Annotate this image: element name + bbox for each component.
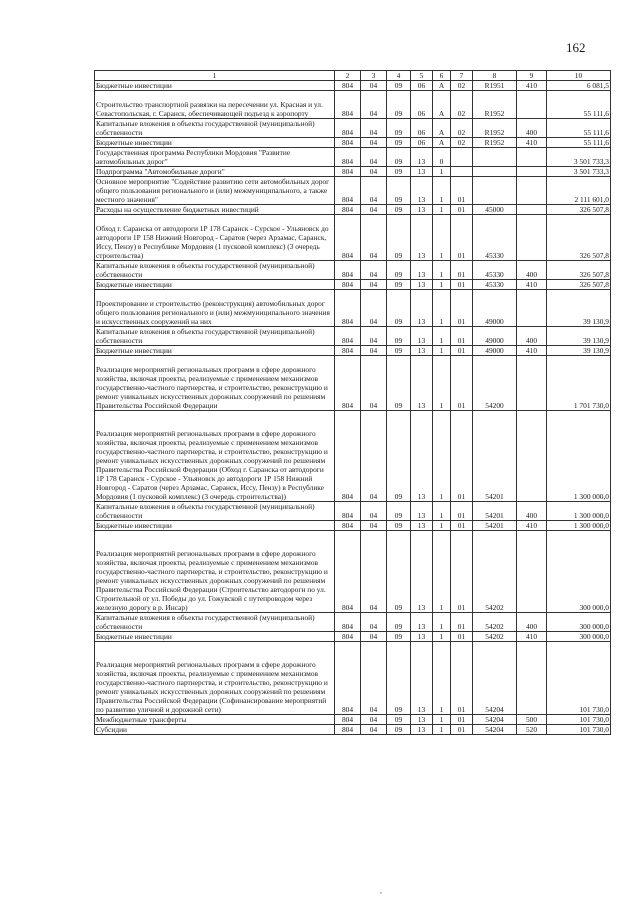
row-subprogram-code: 1 (433, 521, 451, 531)
row-amount: 55 111,6 (547, 91, 611, 119)
row-description: Строительство транспортной развязки на пересечении ул. Красная и ул. Севастопольская, г. Саранск, обеспечивающей подъезд к аэропорту (95, 91, 335, 119)
row-subprogram-code: 0 (433, 148, 451, 167)
row-direction-code (473, 167, 517, 177)
row-section-code: 04 (361, 642, 387, 715)
row-subprogram-code: 1 (433, 725, 451, 735)
row-expense-type (517, 177, 547, 205)
column-header-8: 8 (473, 71, 517, 81)
row-expense-type (517, 411, 547, 502)
row-amount: 326 507,8 (547, 261, 611, 280)
column-header-6: 6 (433, 71, 451, 81)
row-expense-type (517, 531, 547, 613)
row-amount: 101 730,0 (547, 715, 611, 725)
row-subsection-code: 09 (387, 327, 411, 346)
row-program-code: 13 (411, 632, 433, 642)
row-event-code (451, 148, 473, 167)
row-description: Капитальные вложения в объекты государственной (муниципальной) собственности (95, 119, 335, 138)
row-ministry-code: 804 (335, 725, 361, 735)
row-ministry-code: 804 (335, 119, 361, 138)
row-ministry-code: 804 (335, 632, 361, 642)
row-subprogram-code: А (433, 119, 451, 138)
row-amount: 1 300 000,0 (547, 502, 611, 521)
row-subprogram-code: 1 (433, 531, 451, 613)
row-subsection-code: 09 (387, 521, 411, 531)
row-amount: 326 507,8 (547, 280, 611, 290)
row-ministry-code: 804 (335, 91, 361, 119)
row-event-code: 01 (451, 715, 473, 725)
header-row (95, 71, 611, 81)
row-expense-type: 400 (517, 613, 547, 632)
row-program-code: 13 (411, 290, 433, 327)
row-subsection-code: 09 (387, 167, 411, 177)
row-subprogram-code: 1 (433, 642, 451, 715)
row-program-code: 13 (411, 148, 433, 167)
table-row (95, 411, 611, 502)
table-header (95, 71, 611, 81)
row-subsection-code: 09 (387, 502, 411, 521)
row-ministry-code: 804 (335, 715, 361, 725)
row-event-code: 01 (451, 531, 473, 613)
row-section-code: 04 (361, 613, 387, 632)
row-program-code: 13 (411, 613, 433, 632)
row-ministry-code: 804 (335, 81, 361, 91)
row-subsection-code: 09 (387, 346, 411, 356)
row-subsection-code: 09 (387, 632, 411, 642)
row-direction-code: 45330 (473, 261, 517, 280)
row-direction-code: R1951 (473, 81, 517, 91)
row-description: Капитальные вложения в объекты государственной (муниципальной) собственности (95, 261, 335, 280)
row-direction-code: 54202 (473, 531, 517, 613)
scan-speck: , (380, 886, 382, 895)
row-section-code: 04 (361, 177, 387, 205)
table-body (95, 81, 611, 735)
row-ministry-code: 804 (335, 356, 361, 411)
row-event-code: 01 (451, 205, 473, 215)
row-section-code: 04 (361, 632, 387, 642)
row-subprogram-code: 1 (433, 715, 451, 725)
row-amount: 3 501 733,3 (547, 167, 611, 177)
table-row (95, 725, 611, 735)
row-subprogram-code: 1 (433, 261, 451, 280)
row-subprogram-code: 1 (433, 215, 451, 261)
row-event-code: 02 (451, 119, 473, 138)
row-direction-code (473, 177, 517, 205)
row-direction-code: R1952 (473, 138, 517, 148)
row-amount: 300 000,0 (547, 632, 611, 642)
row-expense-type (517, 148, 547, 167)
row-description: Обход г. Саранска от автодороги 1Р 178 Саранск - Сурское - Ульяновск до автодороги 1Р 158 Нижний Новгород - Саратов (через Арзамас, Саранск, Исcу, Пензу) в Республике Мордовия (1 пусковой комплекс) (3 очередь строительства) (95, 215, 335, 261)
row-subprogram-code: А (433, 81, 451, 91)
row-program-code: 13 (411, 280, 433, 290)
row-amount: 1 300 000,0 (547, 521, 611, 531)
column-header-10: 10 (547, 71, 611, 81)
row-expense-type: 400 (517, 261, 547, 280)
row-description: Бюджетные инвестиции (95, 346, 335, 356)
row-section-code: 04 (361, 502, 387, 521)
row-subprogram-code: 1 (433, 613, 451, 632)
row-subprogram-code: А (433, 138, 451, 148)
row-expense-type (517, 290, 547, 327)
row-description: Капитальные вложения в объекты государственной (муниципальной) собственности (95, 502, 335, 521)
row-description: Реализация мероприятий региональных программ в сфере дорожного хозяйства, включая проекты, реализуемые с применением механизмов государственно-частного партнерства, и строительство, реконструкцию и ремонт уникальных искусственных дорожных сооружений по решениям Правительства Российской Федерации (Строительство автодороги по ул. Строительной от ул. Победы до ул. Гожувской с путепроводом через железную дорогу в р. Инсар) (95, 531, 335, 613)
table-row (95, 81, 611, 91)
row-ministry-code: 804 (335, 177, 361, 205)
row-event-code (451, 167, 473, 177)
table-row (95, 715, 611, 725)
row-program-code: 13 (411, 346, 433, 356)
table-row (95, 290, 611, 327)
row-subsection-code: 09 (387, 119, 411, 138)
row-expense-type (517, 205, 547, 215)
row-program-code: 13 (411, 215, 433, 261)
row-program-code: 13 (411, 642, 433, 715)
row-amount: 1 701 730,0 (547, 356, 611, 411)
row-program-code: 13 (411, 356, 433, 411)
row-amount: 2 111 601,0 (547, 177, 611, 205)
row-subprogram-code: 1 (433, 502, 451, 521)
row-subsection-code: 09 (387, 356, 411, 411)
row-amount: 300 000,0 (547, 613, 611, 632)
table-row (95, 502, 611, 521)
row-event-code: 01 (451, 261, 473, 280)
table-row (95, 177, 611, 205)
row-direction-code: 54202 (473, 632, 517, 642)
row-program-code: 13 (411, 502, 433, 521)
row-subsection-code: 09 (387, 725, 411, 735)
row-section-code: 04 (361, 261, 387, 280)
row-subprogram-code: 1 (433, 346, 451, 356)
row-expense-type: 410 (517, 521, 547, 531)
row-program-code: 13 (411, 715, 433, 725)
row-subsection-code: 09 (387, 642, 411, 715)
row-program-code: 13 (411, 327, 433, 346)
row-amount: 6 081,5 (547, 81, 611, 91)
row-description: Бюджетные инвестиции (95, 280, 335, 290)
row-ministry-code: 804 (335, 148, 361, 167)
table-row (95, 119, 611, 138)
table-row (95, 91, 611, 119)
row-expense-type (517, 215, 547, 261)
row-subprogram-code: 1 (433, 411, 451, 502)
row-amount: 39 130,9 (547, 327, 611, 346)
row-section-code: 04 (361, 91, 387, 119)
row-section-code: 04 (361, 119, 387, 138)
row-subprogram-code: 1 (433, 205, 451, 215)
table-row (95, 261, 611, 280)
row-section-code: 04 (361, 531, 387, 613)
row-ministry-code: 804 (335, 502, 361, 521)
row-description: Расходы на осуществление бюджетных инвестиций (95, 205, 335, 215)
row-subprogram-code: 1 (433, 177, 451, 205)
row-description: Межбюджетные трансферты (95, 715, 335, 725)
table-row (95, 642, 611, 715)
row-direction-code: R1952 (473, 119, 517, 138)
row-event-code: 01 (451, 613, 473, 632)
row-expense-type: 410 (517, 632, 547, 642)
row-description: Реализация мероприятий региональных программ в сфере дорожного хозяйства, включая проекты, реализуемые с применением механизмов государственно-частного партнерства, и строительство, реконструкцию и ремонт уникальных искусственных дорожных сооружений по решениям Правительства Российской Федерации (Обход г. Саранска от автодороги 1Р 178 Саранск - Сурское - Ульяновск до автодороги 1Р 158 Нижний Новгород - Саратов (через Арзамас, Саранск, Исcу, Пензу) в Республике Мордовия (1 пусковой комплекс) (3 очередь строительства)) (95, 411, 335, 502)
row-event-code: 01 (451, 725, 473, 735)
row-subsection-code: 09 (387, 261, 411, 280)
row-description: Бюджетные инвестиции (95, 138, 335, 148)
row-section-code: 04 (361, 205, 387, 215)
row-expense-type (517, 167, 547, 177)
row-ministry-code: 804 (335, 215, 361, 261)
row-event-code: 01 (451, 177, 473, 205)
row-direction-code: R1952 (473, 91, 517, 119)
row-direction-code: 54204 (473, 715, 517, 725)
row-subsection-code: 09 (387, 177, 411, 205)
row-section-code: 04 (361, 715, 387, 725)
row-description: Капитальные вложения в объекты государственной (муниципальной) собственности (95, 327, 335, 346)
row-direction-code: 54201 (473, 502, 517, 521)
column-header-2: 2 (335, 71, 361, 81)
row-event-code: 01 (451, 521, 473, 531)
row-direction-code: 54200 (473, 356, 517, 411)
row-subprogram-code: 1 (433, 290, 451, 327)
row-description: Бюджетные инвестиции (95, 521, 335, 531)
row-program-code: 13 (411, 177, 433, 205)
row-section-code: 04 (361, 280, 387, 290)
column-header-7: 7 (451, 71, 473, 81)
row-expense-type: 410 (517, 280, 547, 290)
row-event-code: 02 (451, 91, 473, 119)
row-subprogram-code: 1 (433, 327, 451, 346)
row-subsection-code: 09 (387, 215, 411, 261)
row-direction-code: 45330 (473, 280, 517, 290)
table-row (95, 167, 611, 177)
row-subprogram-code: 1 (433, 356, 451, 411)
row-event-code: 01 (451, 642, 473, 715)
row-amount: 326 507,8 (547, 205, 611, 215)
row-amount: 101 730,0 (547, 725, 611, 735)
row-direction-code: 49000 (473, 327, 517, 346)
row-section-code: 04 (361, 215, 387, 261)
row-direction-code: 54204 (473, 642, 517, 715)
row-expense-type (517, 356, 547, 411)
row-ministry-code: 804 (335, 280, 361, 290)
table-row (95, 138, 611, 148)
table-row (95, 148, 611, 167)
row-amount: 326 507,8 (547, 215, 611, 261)
row-expense-type: 520 (517, 725, 547, 735)
row-section-code: 04 (361, 356, 387, 411)
row-description: Основное мероприятие "Содействие развитию сети автомобильных дорог общего пользования регионального и (или) межмуниципального, а также местного значения" (95, 177, 335, 205)
row-section-code: 04 (361, 327, 387, 346)
table-row (95, 613, 611, 632)
row-amount: 39 130,9 (547, 346, 611, 356)
table-row (95, 280, 611, 290)
row-program-code: 06 (411, 119, 433, 138)
row-subprogram-code: 1 (433, 167, 451, 177)
row-description: Проектирование и строительство (реконструкция) автомобильных дорог общего пользования регионального и (или) межмуниципального значения и искусственных сооружений на них (95, 290, 335, 327)
row-ministry-code: 804 (335, 613, 361, 632)
row-program-code: 13 (411, 531, 433, 613)
row-ministry-code: 804 (335, 411, 361, 502)
row-subprogram-code: 1 (433, 632, 451, 642)
row-subprogram-code: А (433, 91, 451, 119)
row-expense-type (517, 642, 547, 715)
row-subprogram-code: 1 (433, 280, 451, 290)
row-event-code: 01 (451, 632, 473, 642)
row-description: Реализация мероприятий региональных программ в сфере дорожного хозяйства, включая проекты, реализуемые с применением механизмов государственно-частного партнерства, и строительство, реконструкцию и ремонт уникальных искусственных дорожных сооружений по решениям Правительства Российской Федерации (Софинансирование мероприятий по развитию уличной и дорожной сети) (95, 642, 335, 715)
row-subsection-code: 09 (387, 531, 411, 613)
row-expense-type: 410 (517, 81, 547, 91)
row-event-code: 01 (451, 327, 473, 346)
row-description: Подпрограмма "Автомобильные дороги" (95, 167, 335, 177)
page-number: 162 (566, 40, 586, 55)
row-event-code: 01 (451, 356, 473, 411)
row-event-code: 02 (451, 138, 473, 148)
row-section-code: 04 (361, 148, 387, 167)
row-direction-code: 45330 (473, 215, 517, 261)
row-ministry-code: 804 (335, 642, 361, 715)
row-program-code: 13 (411, 411, 433, 502)
column-header-3: 3 (361, 71, 387, 81)
budget-table (94, 70, 611, 735)
table-row (95, 346, 611, 356)
row-subsection-code: 09 (387, 613, 411, 632)
column-header-9: 9 (517, 71, 547, 81)
row-expense-type: 500 (517, 715, 547, 725)
row-event-code: 01 (451, 280, 473, 290)
table-row (95, 356, 611, 411)
row-subsection-code: 09 (387, 138, 411, 148)
table-row (95, 521, 611, 531)
row-ministry-code: 804 (335, 138, 361, 148)
row-ministry-code: 804 (335, 531, 361, 613)
table-row (95, 632, 611, 642)
row-event-code: 01 (451, 411, 473, 502)
row-expense-type: 410 (517, 138, 547, 148)
row-subsection-code: 09 (387, 411, 411, 502)
row-subsection-code: 09 (387, 205, 411, 215)
row-description: Капитальные вложения в объекты государственной (муниципальной) собственности (95, 613, 335, 632)
row-event-code: 01 (451, 502, 473, 521)
row-expense-type: 410 (517, 346, 547, 356)
row-subsection-code: 09 (387, 290, 411, 327)
row-direction-code (473, 148, 517, 167)
column-header-4: 4 (387, 71, 411, 81)
row-section-code: 04 (361, 81, 387, 91)
row-ministry-code: 804 (335, 521, 361, 531)
row-amount: 55 111,6 (547, 138, 611, 148)
row-description: Субсидии (95, 725, 335, 735)
row-description: Бюджетные инвестиции (95, 81, 335, 91)
row-section-code: 04 (361, 290, 387, 327)
table-row (95, 327, 611, 346)
row-amount: 300 000,0 (547, 531, 611, 613)
row-program-code: 06 (411, 138, 433, 148)
row-subsection-code: 09 (387, 280, 411, 290)
row-description: Государственная программа Республики Мордовия "Развитие автомобильных дорог" (95, 148, 335, 167)
row-program-code: 06 (411, 81, 433, 91)
row-section-code: 04 (361, 346, 387, 356)
row-program-code: 13 (411, 261, 433, 280)
row-ministry-code: 804 (335, 167, 361, 177)
row-direction-code: 45000 (473, 205, 517, 215)
row-section-code: 04 (361, 725, 387, 735)
row-section-code: 04 (361, 167, 387, 177)
row-event-code: 01 (451, 290, 473, 327)
row-amount: 3 501 733,3 (547, 148, 611, 167)
row-ministry-code: 804 (335, 327, 361, 346)
row-program-code: 13 (411, 725, 433, 735)
row-ministry-code: 804 (335, 205, 361, 215)
row-subsection-code: 09 (387, 91, 411, 119)
row-section-code: 04 (361, 411, 387, 502)
column-header-5: 5 (411, 71, 433, 81)
row-ministry-code: 804 (335, 346, 361, 356)
row-section-code: 04 (361, 521, 387, 531)
row-program-code: 13 (411, 205, 433, 215)
row-description: Бюджетные инвестиции (95, 632, 335, 642)
row-subsection-code: 09 (387, 81, 411, 91)
row-expense-type: 400 (517, 327, 547, 346)
table-row (95, 205, 611, 215)
row-direction-code: 54204 (473, 725, 517, 735)
row-direction-code: 49000 (473, 346, 517, 356)
row-program-code: 13 (411, 167, 433, 177)
row-subsection-code: 09 (387, 715, 411, 725)
row-amount: 1 300 000,0 (547, 411, 611, 502)
row-event-code: 01 (451, 215, 473, 261)
row-amount: 55 111,6 (547, 119, 611, 138)
row-amount: 101 730,0 (547, 642, 611, 715)
table-row (95, 215, 611, 261)
row-program-code: 06 (411, 91, 433, 119)
row-section-code: 04 (361, 138, 387, 148)
row-program-code: 13 (411, 521, 433, 531)
table-row (95, 531, 611, 613)
row-ministry-code: 804 (335, 261, 361, 280)
row-amount: 39 130,9 (547, 290, 611, 327)
row-expense-type: 400 (517, 119, 547, 138)
row-direction-code: 49000 (473, 290, 517, 327)
row-expense-type (517, 91, 547, 119)
row-direction-code: 54202 (473, 613, 517, 632)
row-description: Реализация мероприятий региональных программ в сфере дорожного хозяйства, включая проекты, реализуемые с применением механизмов государственно-частного партнерства, и строительство, реконструкцию и ремонт уникальных искусственных дорожных сооружений по решениям Правительства Российской Федерации (95, 356, 335, 411)
row-subsection-code: 09 (387, 148, 411, 167)
row-event-code: 02 (451, 81, 473, 91)
row-direction-code: 54201 (473, 521, 517, 531)
row-expense-type: 400 (517, 502, 547, 521)
row-ministry-code: 804 (335, 290, 361, 327)
row-event-code: 01 (451, 346, 473, 356)
column-header-1: 1 (95, 71, 335, 81)
row-direction-code: 54201 (473, 411, 517, 502)
